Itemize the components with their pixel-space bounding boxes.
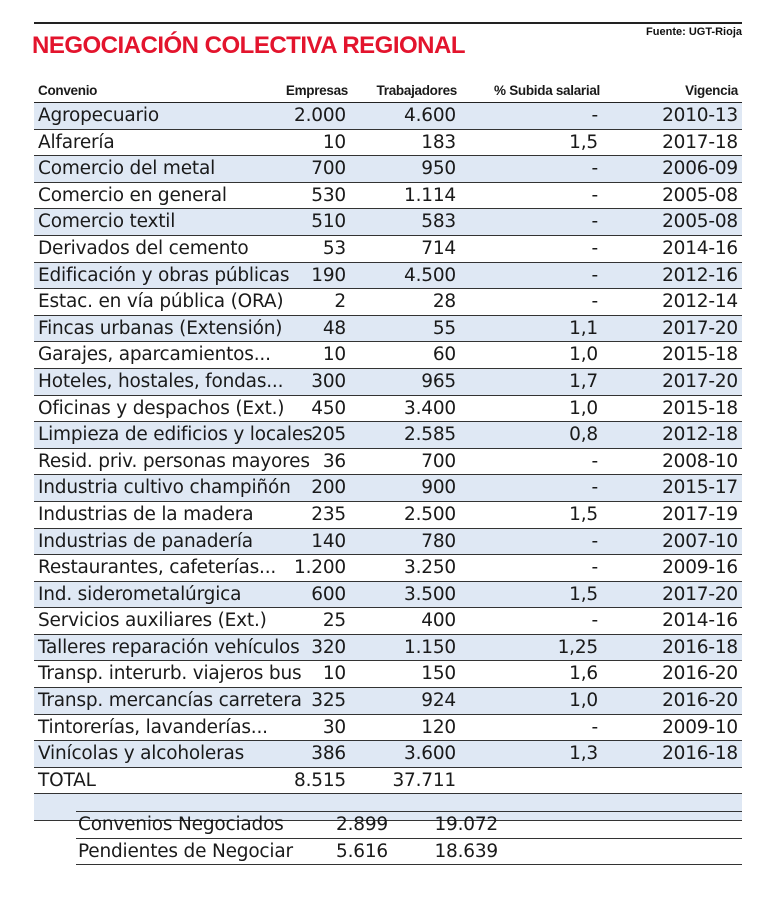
- table-row: [34, 502, 742, 529]
- table-row: [34, 635, 742, 662]
- cell-empresas: 10: [322, 663, 346, 685]
- total-row: [34, 768, 742, 795]
- cell-convenio: Fincas urbanas (Extensión): [38, 317, 283, 339]
- table-row: [34, 130, 742, 157]
- cell-convenio: Comercio del metal: [38, 158, 216, 180]
- cell-convenio: Comercio en general: [38, 184, 227, 206]
- cell-empresas: 1.200: [294, 557, 346, 579]
- header-convenio: Convenio: [38, 83, 98, 98]
- cell-convenio: Hoteles, hostales, fondas...: [38, 370, 284, 392]
- header-vigencia: Vigencia: [685, 83, 738, 98]
- cell-empresas: 450: [311, 397, 346, 419]
- summary-empresas: 5.616: [336, 840, 388, 862]
- cell-empresas: 510: [311, 211, 346, 233]
- table-row: [34, 183, 742, 210]
- cell-subida: -: [591, 450, 598, 472]
- table-row: [34, 209, 742, 236]
- cell-vigencia: 2012-16: [662, 264, 738, 286]
- table-header: [34, 80, 742, 103]
- total-label: TOTAL: [38, 769, 96, 791]
- table-row: [34, 422, 742, 449]
- cell-subida: -: [591, 105, 598, 126]
- cell-vigencia: 2017-20: [662, 370, 738, 392]
- cell-subida: -: [591, 211, 598, 233]
- cell-subida: 1,5: [569, 503, 598, 525]
- cell-vigencia: 2009-16: [662, 557, 738, 579]
- source-note: Fuente: UGT-Rioja: [646, 26, 742, 38]
- cell-convenio: Transp. interurb. viajeros bus: [38, 663, 302, 685]
- cell-trabajadores: 4.500: [404, 264, 456, 286]
- cell-vigencia: 2014-16: [662, 610, 738, 632]
- cell-vigencia: 2017-18: [662, 131, 738, 153]
- table-row: [34, 449, 742, 476]
- cell-vigencia: 2016-20: [662, 663, 738, 685]
- cell-empresas: 36: [322, 450, 346, 472]
- cell-trabajadores: 3.250: [404, 557, 456, 579]
- cell-empresas: 325: [311, 690, 346, 712]
- table-row: [34, 396, 742, 423]
- cell-trabajadores: 3.500: [404, 583, 456, 605]
- table-row: [34, 582, 742, 609]
- top-rule: [34, 22, 742, 24]
- cell-subida: -: [591, 237, 598, 259]
- cell-empresas: 600: [311, 583, 346, 605]
- cell-vigencia: 2005-08: [662, 184, 738, 206]
- cell-vigencia: 2007-10: [662, 530, 738, 552]
- summary-row-negociados: [76, 811, 742, 839]
- cell-empresas: 10: [322, 131, 346, 153]
- table-row: [34, 475, 742, 502]
- cell-trabajadores: 60: [432, 344, 456, 366]
- cell-subida: -: [591, 158, 598, 180]
- cell-trabajadores: 950: [421, 158, 456, 180]
- cell-trabajadores: 2.500: [404, 503, 456, 525]
- cell-trabajadores: 2.585: [404, 424, 456, 446]
- cell-empresas: 190: [311, 264, 346, 286]
- cell-convenio: Vinícolas y alcoholeras: [38, 743, 245, 765]
- cell-trabajadores: 3.600: [404, 743, 456, 765]
- header-empresas: Empresas: [285, 83, 348, 98]
- cell-vigencia: 2012-18: [662, 424, 738, 446]
- page-title: NEGOCIACIÓN COLECTIVA REGIONAL: [32, 32, 466, 59]
- table-row: [34, 263, 742, 290]
- cell-empresas: 10: [322, 344, 346, 366]
- cell-empresas: 205: [311, 424, 346, 446]
- table-row: [34, 316, 742, 343]
- cell-convenio: Edificación y obras públicas: [38, 264, 290, 286]
- cell-convenio: Ind. siderometalúrgica: [38, 583, 242, 605]
- cell-trabajadores: 1.114: [404, 184, 456, 206]
- cell-empresas: 320: [311, 636, 346, 658]
- cell-vigencia: 2005-08: [662, 211, 738, 233]
- table-row: [34, 236, 742, 263]
- cell-convenio: Resid. priv. personas mayores: [38, 450, 310, 472]
- total-empresas: 8.515: [294, 769, 346, 791]
- cell-trabajadores: 400: [421, 610, 456, 632]
- table-row: [34, 369, 742, 396]
- cell-subida: 1,5: [569, 131, 598, 153]
- table-body: [34, 103, 742, 768]
- cell-empresas: 140: [311, 530, 346, 552]
- cell-trabajadores: 120: [421, 716, 456, 738]
- cell-vigencia: 2015-18: [662, 344, 738, 366]
- cell-trabajadores: 714: [421, 237, 456, 259]
- cell-convenio: Agropecuario: [38, 105, 159, 126]
- cell-vigencia: 2009-10: [662, 716, 738, 738]
- cell-subida: 1,25: [557, 636, 598, 658]
- cell-convenio: Talleres reparación vehículos: [38, 636, 300, 658]
- cell-convenio: Industrias de la madera: [38, 503, 254, 525]
- cell-empresas: 25: [322, 610, 346, 632]
- cell-subida: 1,7: [569, 370, 598, 392]
- cell-subida: 1,0: [569, 690, 598, 712]
- agreements-table: [34, 80, 742, 821]
- cell-trabajadores: 700: [421, 450, 456, 472]
- cell-empresas: 235: [311, 503, 346, 525]
- cell-empresas: 48: [322, 317, 346, 339]
- header-trabajadores: Trabajadores: [376, 83, 457, 98]
- cell-convenio: Garajes, aparcamientos...: [38, 344, 271, 366]
- cell-vigencia: 2015-17: [662, 477, 738, 499]
- cell-convenio: Industrias de panadería: [38, 530, 253, 552]
- cell-subida: -: [591, 291, 598, 313]
- table-row: [34, 529, 742, 556]
- cell-convenio: Restaurantes, cafeterías...: [38, 557, 277, 579]
- cell-subida: -: [591, 264, 598, 286]
- cell-subida: 1,0: [569, 397, 598, 419]
- cell-convenio: Industria cultivo champiñón: [38, 477, 291, 499]
- table-row: [34, 741, 742, 768]
- cell-subida: 1,1: [569, 317, 598, 339]
- cell-vigencia: 2016-18: [662, 743, 738, 765]
- cell-empresas: 2.000: [294, 105, 346, 126]
- cell-trabajadores: 965: [421, 370, 456, 392]
- summary-trabajadores: 18.639: [434, 840, 498, 862]
- cell-trabajadores: 780: [421, 530, 456, 552]
- cell-empresas: 30: [322, 716, 346, 738]
- cell-subida: 1,0: [569, 344, 598, 366]
- cell-subida: -: [591, 530, 598, 552]
- summary-empresas: 2.899: [336, 814, 388, 835]
- table-row: [34, 688, 742, 715]
- cell-convenio: Alfarería: [38, 131, 115, 153]
- table-row: [34, 289, 742, 316]
- cell-subida: -: [591, 477, 598, 499]
- cell-convenio: Servicios auxiliares (Ext.): [38, 610, 267, 632]
- cell-trabajadores: 28: [432, 291, 456, 313]
- cell-vigencia: 2012-14: [662, 291, 738, 313]
- cell-trabajadores: 583: [421, 211, 456, 233]
- table-row: [34, 103, 742, 130]
- cell-empresas: 530: [311, 184, 346, 206]
- cell-subida: -: [591, 610, 598, 632]
- cell-vigencia: 2015-18: [662, 397, 738, 419]
- cell-empresas: 200: [311, 477, 346, 499]
- cell-subida: 1,3: [569, 743, 598, 765]
- cell-convenio: Comercio textil: [38, 211, 176, 233]
- cell-vigencia: 2016-20: [662, 690, 738, 712]
- cell-convenio: Limpieza de edificios y locales: [38, 424, 313, 446]
- summary-label: Convenios Negociados: [78, 814, 284, 835]
- cell-vigencia: 2017-19: [662, 503, 738, 525]
- table-row: [34, 555, 742, 582]
- cell-vigencia: 2010-13: [662, 105, 738, 126]
- cell-subida: 1,5: [569, 583, 598, 605]
- total-trabajadores: 37.711: [392, 769, 456, 791]
- header-subida: % Subida salarial: [494, 83, 600, 98]
- table-row: [34, 342, 742, 369]
- cell-empresas: 2: [334, 291, 346, 313]
- cell-subida: -: [591, 184, 598, 206]
- table-row: [34, 715, 742, 742]
- cell-vigencia: 2016-18: [662, 636, 738, 658]
- cell-empresas: 700: [311, 158, 346, 180]
- summary-label: Pendientes de Negociar: [78, 840, 293, 862]
- cell-trabajadores: 1.150: [404, 636, 456, 658]
- cell-convenio: Tintorerías, lavanderías...: [38, 716, 268, 738]
- cell-empresas: 386: [311, 743, 346, 765]
- cell-trabajadores: 900: [421, 477, 456, 499]
- table-row: [34, 608, 742, 635]
- cell-empresas: 53: [322, 237, 346, 259]
- summary-trabajadores: 19.072: [434, 814, 498, 835]
- cell-convenio: Transp. mercancías carretera: [38, 690, 302, 712]
- cell-trabajadores: 183: [421, 131, 456, 153]
- cell-trabajadores: 55: [432, 317, 456, 339]
- table-row: [34, 156, 742, 183]
- cell-subida: -: [591, 716, 598, 738]
- cell-vigencia: 2017-20: [662, 317, 738, 339]
- cell-subida: 1,6: [569, 663, 598, 685]
- table-row: [34, 661, 742, 688]
- cell-convenio: Oficinas y despachos (Ext.): [38, 397, 285, 419]
- cell-vigencia: 2014-16: [662, 237, 738, 259]
- cell-convenio: Derivados del cemento: [38, 237, 249, 259]
- cell-vigencia: 2008-10: [662, 450, 738, 472]
- cell-trabajadores: 4.600: [404, 105, 456, 126]
- cell-vigencia: 2017-20: [662, 583, 738, 605]
- cell-subida: 0,8: [569, 424, 598, 446]
- cell-vigencia: 2006-09: [662, 158, 738, 180]
- cell-trabajadores: 150: [421, 663, 456, 685]
- summary-row-pendientes: [76, 839, 742, 866]
- cell-convenio: Estac. en vía pública (ORA): [38, 291, 284, 313]
- summary-table: [76, 811, 742, 865]
- cell-trabajadores: 924: [421, 690, 456, 712]
- cell-trabajadores: 3.400: [404, 397, 456, 419]
- cell-subida: -: [591, 557, 598, 579]
- cell-empresas: 300: [311, 370, 346, 392]
